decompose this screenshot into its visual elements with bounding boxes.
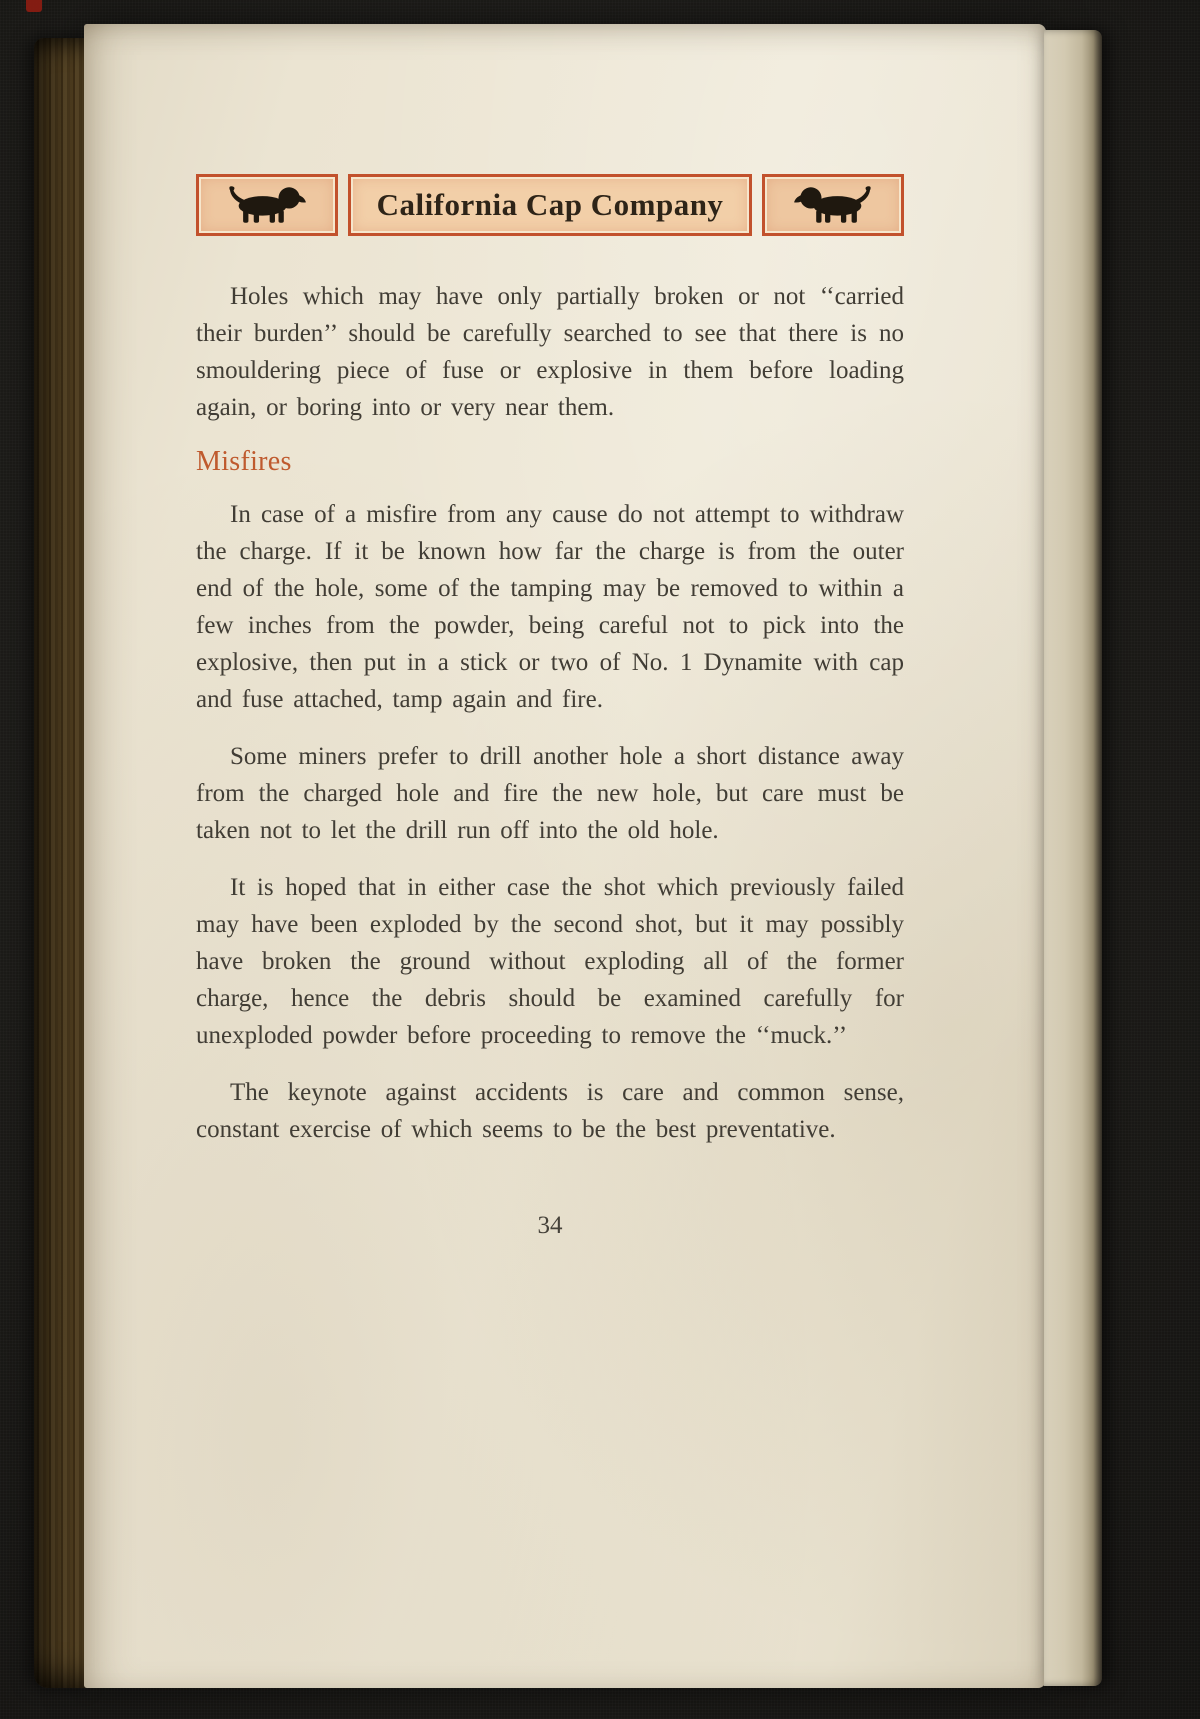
header-banner bbox=[196, 174, 904, 236]
body-paragraph-5: The keynote against accidents is care and common sense, constant exercise of which seems to be the best preventative. bbox=[196, 1079, 904, 1143]
body-paragraph-1: Holes which may have only partially broken or not ‘‘carried their burden’’ should be carefully searched to see that there is no smouldering piece of fuse or explosive in them before loading again, or boring into or very near them. bbox=[196, 283, 904, 421]
lion-emblem-right bbox=[762, 174, 904, 236]
company-title: California Cap Company bbox=[376, 187, 724, 222]
body-paragraph-3: Some miners prefer to drill another hole a short distance away from the charged hole and fire the new hole, but care must be taken not to let the drill run off into the old hole. bbox=[196, 743, 904, 844]
section-heading-misfires: Misfires bbox=[196, 446, 292, 477]
adjacent-page-edge bbox=[1044, 30, 1102, 1686]
book-page bbox=[84, 24, 1046, 1688]
company-title-box bbox=[348, 174, 752, 236]
page-content bbox=[196, 174, 904, 1240]
body-paragraph-2: In case of a misfire from any cause do not attempt to withdraw the charge. If it be known how far the charge is from the outer end of the hole, some of the tamping may be removed to within a few inches from the powder, being careful not to pick into the explosive, then put in a stick or two of No. 1 Dynamite with cap and fuse attached, tamp again and fire. bbox=[196, 501, 904, 713]
spine-red-mark bbox=[26, 0, 42, 12]
lion-icon bbox=[783, 182, 883, 228]
lion-emblem-left bbox=[196, 174, 338, 236]
body-paragraph-4: It is hoped that in either case the shot which previously failed may have been exploded by the second shot, but it may possibly have broken the ground without exploding all of the former charge, hence the debris should be examined carefully for unexploded powder before proceeding to remove the ‘‘muck.’’ bbox=[196, 874, 904, 1049]
lion-icon bbox=[217, 182, 317, 228]
page-number: 34 bbox=[537, 1212, 563, 1239]
